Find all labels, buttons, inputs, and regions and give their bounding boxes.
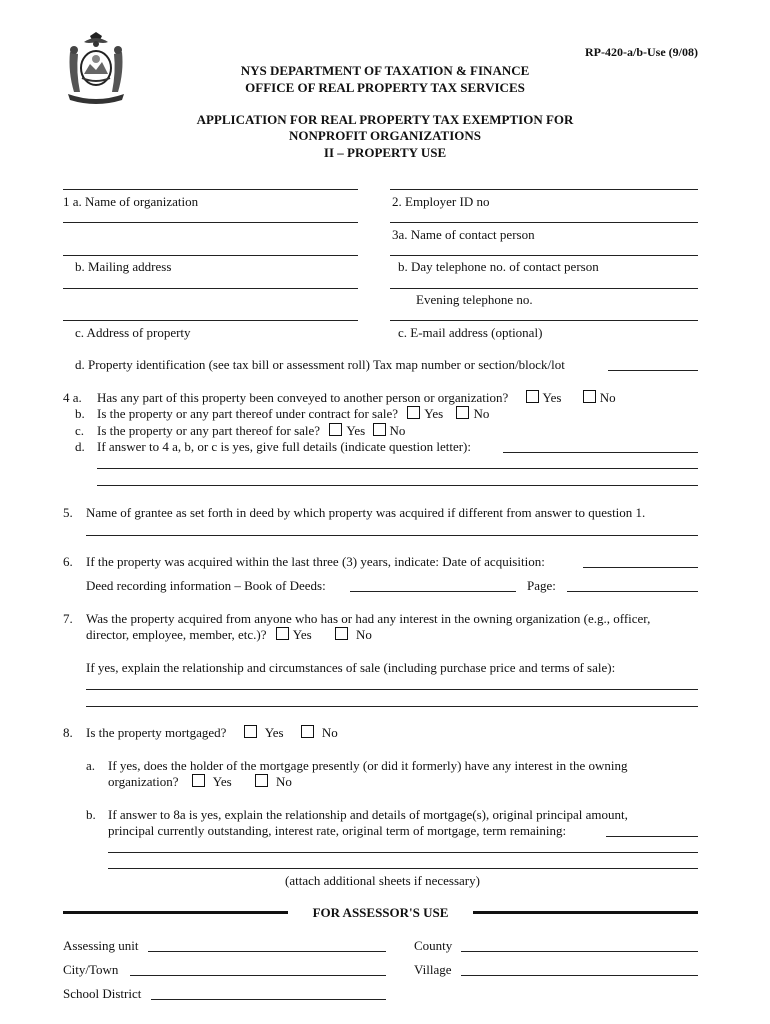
q8-no-label: No	[321, 725, 338, 740]
q7-no-checkbox[interactable]	[335, 627, 348, 640]
q7-no-label: No	[355, 627, 372, 642]
deed-info-label: Deed recording information – Book of Deeds:	[86, 578, 326, 593]
employer-id-field-line[interactable]	[390, 189, 698, 190]
dept-name: NYS DEPARTMENT OF TAXATION & FINANCE	[240, 63, 530, 78]
employer-id-label: 2. Employer ID no	[392, 194, 490, 209]
acquisition-date-field-line[interactable]	[583, 567, 698, 568]
q8-text: Is the property mortgaged?	[86, 725, 227, 740]
assessor-rule-left	[63, 911, 288, 914]
form-title-line2: NONPROFIT ORGANIZATIONS	[288, 128, 482, 143]
email-field-line[interactable]	[390, 320, 698, 321]
q8-yes-checkbox[interactable]	[244, 725, 257, 738]
q4a-yes-checkbox[interactable]	[526, 390, 539, 403]
page-field-line[interactable]	[567, 591, 698, 592]
county-field-line[interactable]	[461, 951, 698, 952]
mailing-address-label: b. Mailing address	[75, 259, 172, 274]
county-label: County	[414, 938, 453, 953]
assessor-rule-right	[473, 911, 698, 914]
assessor-heading: FOR ASSESSOR'S USE	[312, 905, 449, 920]
q8-number: 8.	[63, 725, 73, 740]
q4b-no-checkbox[interactable]	[456, 406, 469, 419]
office-name: OFFICE OF REAL PROPERTY TAX SERVICES	[245, 80, 525, 95]
q8a-text-line1: If yes, does the holder of the mortgage presently (or did it formerly) have any interest in the owning	[108, 758, 628, 773]
q5-text: Name of grantee as set forth in deed by which property was acquired if different from answer to question 1.	[86, 505, 646, 520]
q7-row2	[86, 627, 372, 642]
school-district-field-line[interactable]	[151, 999, 386, 1000]
q8a-number: a.	[86, 758, 96, 773]
mailing-address-field-line[interactable]	[63, 255, 358, 256]
form-title-line1: APPLICATION FOR REAL PROPERTY TAX EXEMPTION FOR	[196, 112, 574, 127]
q4d-field-line-2[interactable]	[97, 468, 698, 469]
q7-field-line-1[interactable]	[86, 689, 698, 690]
q5-number: 5.	[63, 505, 73, 520]
q4a-no-label: No	[599, 390, 616, 405]
q7-field-line-2[interactable]	[86, 706, 698, 707]
evening-phone-field-line[interactable]	[390, 288, 698, 289]
org-name-label: 1 a. Name of organization	[63, 194, 199, 209]
org-name-field-line-2[interactable]	[63, 222, 358, 223]
q4c-yes-checkbox[interactable]	[329, 423, 342, 436]
q4b-row	[97, 406, 489, 421]
q4c-row	[97, 423, 405, 438]
q4d-field-line-1[interactable]	[503, 452, 698, 453]
form-id: RP-420-a/b-Use (9/08)	[585, 45, 698, 59]
q8-yes-label: Yes	[264, 725, 284, 740]
q4a-no-checkbox[interactable]	[583, 390, 596, 403]
q4c-yes-label: Yes	[346, 423, 366, 438]
property-address-field-line[interactable]	[63, 320, 358, 321]
email-label: c. E-mail address (optional)	[398, 325, 543, 340]
q4a-number: 4 a.	[63, 390, 82, 405]
q8b-field-line-1[interactable]	[606, 836, 698, 837]
q4d-text: If answer to 4 a, b, or c is yes, give full details (indicate question letter):	[97, 439, 471, 454]
attach-note: (attach additional sheets if necessary)	[285, 873, 480, 888]
q4b-yes-label: Yes	[424, 406, 444, 421]
q4b-number: b.	[75, 406, 85, 421]
seal-motto: EXCELSIOR	[81, 92, 115, 98]
evening-phone-label: Evening telephone no.	[416, 292, 533, 307]
property-id-field-line[interactable]	[608, 370, 698, 371]
q8a-yes-checkbox[interactable]	[192, 774, 205, 787]
q4d-number: d.	[75, 439, 85, 454]
q8a-no-label: No	[275, 774, 292, 789]
q8b-number: b.	[86, 807, 96, 822]
q4c-no-label: No	[389, 423, 406, 438]
q4c-number: c.	[75, 423, 85, 438]
assessing-unit-label: Assessing unit	[63, 938, 139, 953]
q7-text-line1: Was the property acquired from anyone who has or had any interest in the owning organization (e.g., officer,	[86, 611, 651, 626]
property-address-label: c. Address of property	[75, 325, 191, 340]
q7-explain-label: If yes, explain the relationship and circumstances of sale (including purchase price and terms of sale):	[86, 660, 616, 675]
q4b-no-label: No	[473, 406, 490, 421]
village-label: Village	[414, 962, 452, 977]
q7-yes-label: Yes	[292, 627, 312, 642]
city-town-field-line[interactable]	[130, 975, 386, 976]
q4d-field-line-3[interactable]	[97, 485, 698, 486]
property-id-label: d. Property identification (see tax bill or assessment roll) Tax map number or section/block/lot	[75, 357, 565, 372]
q7-text-line2: director, employee, member, etc.)?	[86, 627, 267, 642]
page-label: Page:	[527, 578, 556, 593]
q4c-no-checkbox[interactable]	[373, 423, 386, 436]
q8b-text-line1: If answer to 8a is yes, explain the relationship and details of mortgage(s), original principal amount,	[108, 807, 628, 822]
q4a-yes-label: Yes	[542, 390, 562, 405]
q8-no-checkbox[interactable]	[301, 725, 314, 738]
q4b-yes-checkbox[interactable]	[407, 406, 420, 419]
q8a-no-checkbox[interactable]	[255, 774, 268, 787]
mailing-address-field-line-2[interactable]	[63, 288, 358, 289]
q8-row	[86, 725, 338, 740]
q8b-text-line2: principal currently outstanding, interest rate, original term of mortgage, term remaining:	[108, 823, 567, 838]
q7-number: 7.	[63, 611, 73, 626]
q7-yes-checkbox[interactable]	[276, 627, 289, 640]
q4a-text: Has any part of this property been conveyed to another person or organization?	[97, 390, 509, 405]
school-district-label: School District	[63, 986, 142, 1001]
q8a-row2	[108, 774, 292, 789]
book-of-deeds-field-line[interactable]	[350, 591, 516, 592]
q4b-text: Is the property or any part thereof under contract for sale?	[97, 406, 399, 421]
q6-number: 6.	[63, 554, 73, 569]
city-town-label: City/Town	[63, 962, 119, 977]
q8a-yes-label: Yes	[212, 774, 232, 789]
org-name-field-line[interactable]	[63, 189, 358, 190]
day-phone-label: b. Day telephone no. of contact person	[398, 259, 599, 274]
day-phone-field-line[interactable]	[390, 255, 698, 256]
assessing-unit-field-line[interactable]	[148, 951, 386, 952]
contact-name-label: 3a. Name of contact person	[392, 227, 535, 242]
q4c-text: Is the property or any part thereof for sale?	[97, 423, 321, 438]
q5-field-line[interactable]	[86, 535, 698, 536]
contact-name-field-line[interactable]	[390, 222, 698, 223]
q4a-row	[97, 390, 616, 405]
q8b-field-line-2[interactable]	[108, 852, 698, 853]
q8b-field-line-3[interactable]	[108, 868, 698, 869]
q6-text: If the property was acquired within the last three (3) years, indicate: Date of acquisition:	[86, 554, 545, 569]
village-field-line[interactable]	[461, 975, 698, 976]
q8a-text-line2: organization?	[108, 774, 179, 789]
form-title-line3: II – PROPERTY USE	[323, 145, 447, 160]
